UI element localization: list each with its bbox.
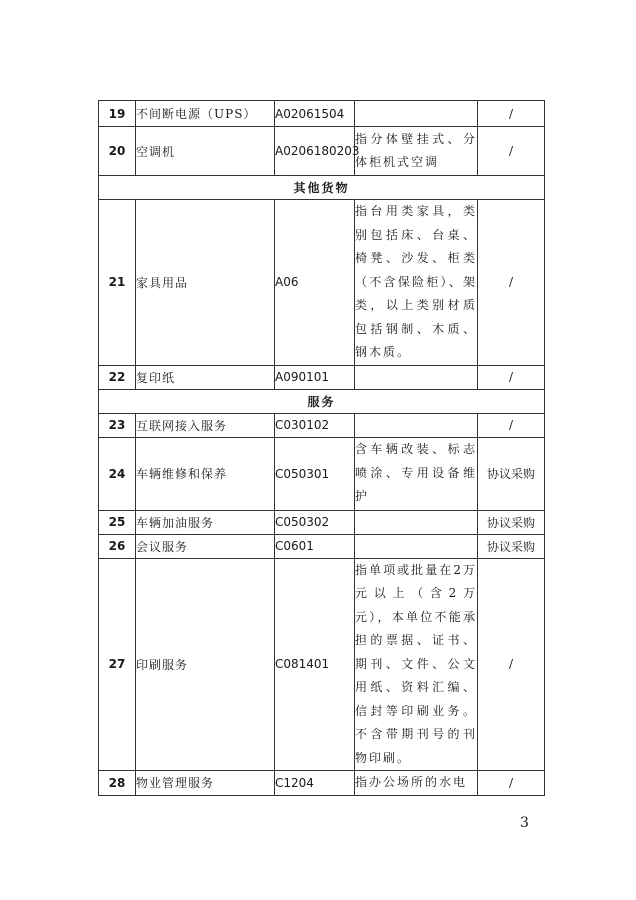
item-code: C1204 bbox=[275, 771, 355, 796]
table-row bbox=[99, 200, 545, 366]
procurement-mode: / bbox=[478, 365, 545, 389]
item-note bbox=[355, 534, 478, 558]
item-note: 含车辆改装、标志喷涂、专用设备维护 bbox=[355, 437, 478, 510]
item-name: 空调机 bbox=[136, 127, 275, 176]
item-name: 家具用品 bbox=[136, 200, 275, 366]
item-code: C081401 bbox=[275, 558, 355, 771]
item-code: A0206180203 bbox=[275, 127, 355, 176]
procurement-mode: / bbox=[478, 127, 545, 176]
table-row bbox=[99, 771, 545, 796]
item-note: 指台用类家具，类别包括床、台桌、椅凳、沙发、柜类（不含保险柜）、架类，以上类别材质包括钢制、木质、钢木质。 bbox=[355, 200, 478, 366]
row-number: 22 bbox=[99, 365, 136, 389]
row-number: 25 bbox=[99, 510, 136, 534]
item-code: C030102 bbox=[275, 413, 355, 437]
table-row bbox=[99, 510, 545, 534]
section-row bbox=[99, 176, 545, 200]
procurement-mode: / bbox=[478, 558, 545, 771]
procurement-mode: / bbox=[478, 200, 545, 366]
table-row bbox=[99, 127, 545, 176]
item-name: 车辆维修和保养 bbox=[136, 437, 275, 510]
row-number: 28 bbox=[99, 771, 136, 796]
item-note: 指单项或批量在2万元以上（含2万元），本单位不能承担的票据、证书、期刊、文件、公文用纸、资料汇编、信封等印刷业务。不含带期刊号的刊物印刷。 bbox=[355, 558, 478, 771]
item-code: A090101 bbox=[275, 365, 355, 389]
item-note bbox=[355, 413, 478, 437]
table-row bbox=[99, 413, 545, 437]
item-name: 车辆加油服务 bbox=[136, 510, 275, 534]
row-number: 23 bbox=[99, 413, 136, 437]
table-row bbox=[99, 558, 545, 771]
item-code: C050302 bbox=[275, 510, 355, 534]
row-number: 26 bbox=[99, 534, 136, 558]
item-name: 不间断电源（UPS） bbox=[136, 101, 275, 127]
item-note: 指办公场所的水电 bbox=[355, 771, 478, 796]
section-row bbox=[99, 389, 545, 413]
item-note bbox=[355, 365, 478, 389]
table-row bbox=[99, 437, 545, 510]
row-number: 27 bbox=[99, 558, 136, 771]
item-code: C0601 bbox=[275, 534, 355, 558]
row-number: 21 bbox=[99, 200, 136, 366]
item-name: 物业管理服务 bbox=[136, 771, 275, 796]
table-row bbox=[99, 534, 545, 558]
procurement-mode: / bbox=[478, 101, 545, 127]
item-name: 复印纸 bbox=[136, 365, 275, 389]
section-title: 服务 bbox=[99, 389, 545, 413]
row-number: 24 bbox=[99, 437, 136, 510]
procurement-table bbox=[98, 100, 545, 796]
item-code: C050301 bbox=[275, 437, 355, 510]
table-row bbox=[99, 365, 545, 389]
item-note: 指分体壁挂式、分体柜机式空调 bbox=[355, 127, 478, 176]
table-row bbox=[99, 101, 545, 127]
item-name: 会议服务 bbox=[136, 534, 275, 558]
procurement-mode: / bbox=[478, 413, 545, 437]
page-number: 3 bbox=[520, 815, 529, 831]
section-title: 其他货物 bbox=[99, 176, 545, 200]
procurement-mode: / bbox=[478, 771, 545, 796]
row-number: 19 bbox=[99, 101, 136, 127]
item-note bbox=[355, 510, 478, 534]
item-code: A06 bbox=[275, 200, 355, 366]
procurement-mode: 协议采购 bbox=[478, 437, 545, 510]
item-code: A02061504 bbox=[275, 101, 355, 127]
item-name: 印刷服务 bbox=[136, 558, 275, 771]
item-note bbox=[355, 101, 478, 127]
procurement-mode: 协议采购 bbox=[478, 510, 545, 534]
row-number: 20 bbox=[99, 127, 136, 176]
procurement-mode: 协议采购 bbox=[478, 534, 545, 558]
item-name: 互联网接入服务 bbox=[136, 413, 275, 437]
